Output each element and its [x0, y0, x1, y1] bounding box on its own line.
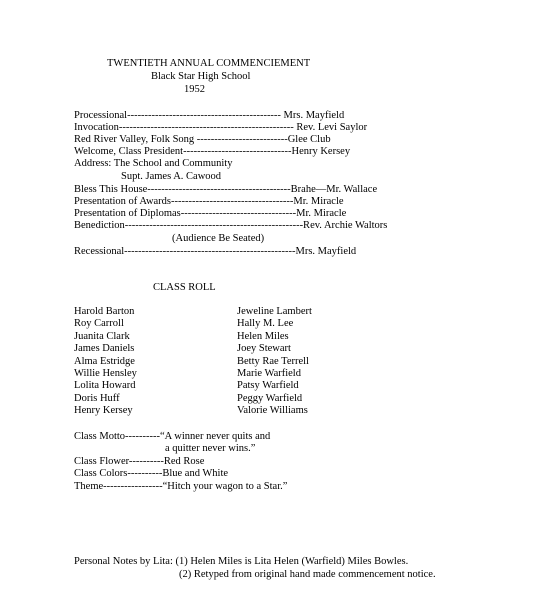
program-benediction: Benediction---------------------------------------------------Rev. Archie Waltors — [74, 220, 388, 231]
list-item: James Daniels — [74, 343, 135, 355]
list-item: Valorie Williams — [237, 405, 308, 417]
list-item: Doris Huff — [74, 392, 120, 404]
class-colors: Class Colors----------Blue and White — [74, 468, 229, 479]
list-item: Peggy Warfield — [237, 392, 303, 404]
class-roll-left-column — [74, 306, 137, 418]
page-title: TWENTIETH ANNUAL COMMENCIEMENT — [107, 58, 311, 69]
list-item: Marie Warfield — [237, 367, 301, 379]
class-motto-continued: a quitter never wins.” — [165, 443, 256, 454]
program-welcome: Welcome, Class President-------------------------------Henry Kersey — [74, 146, 351, 157]
personal-note-2: (2) Retyped from original hand made commencement notice. — [179, 569, 436, 580]
list-item: Lolita Howard — [74, 380, 136, 392]
list-item: Betty Rae Terrell — [237, 355, 309, 367]
class-motto: Class Motto----------“A winner never quits and — [74, 431, 271, 442]
personal-note-1: Personal Notes by Lita: (1) Helen Miles is Lita Helen (Warfield) Miles Bowles. — [74, 556, 409, 567]
program-invocation: Invocation-------------------------------------------------- Rev. Levi Saylor — [74, 122, 368, 133]
list-item: Joey Stewart — [237, 343, 291, 355]
class-flower: Class Flower----------Red Rose — [74, 456, 205, 467]
program-bless-this-house: Bless This House-----------------------------------------Brahe—Mr. Wallace — [74, 184, 378, 195]
year: 1952 — [184, 84, 205, 95]
list-item: Hally M. Lee — [237, 318, 294, 330]
program-recessional: Recessional-------------------------------------------------Mrs. Mayfield — [74, 246, 357, 257]
class-roll-heading: CLASS ROLL — [153, 282, 216, 293]
list-item: Willie Hensley — [74, 367, 137, 379]
list-item: Patsy Warfield — [237, 380, 299, 392]
program-processional: Processional-------------------------------------------- Mrs. Mayfield — [74, 110, 345, 121]
list-item: Harold Barton — [74, 306, 135, 317]
program-diplomas: Presentation of Diplomas---------------------------------Mr. Miracle — [74, 208, 347, 219]
class-theme: Theme-----------------“Hitch your wagon to a Star.” — [74, 481, 288, 492]
class-roll-right-column — [237, 306, 312, 418]
school-name: Black Star High School — [151, 71, 251, 82]
program-awards: Presentation of Awards-----------------------------------Mr. Miracle — [74, 196, 344, 207]
list-item: Jeweline Lambert — [237, 306, 312, 317]
list-item: Roy Carroll — [74, 318, 124, 330]
program-audience-note: (Audience Be Seated) — [172, 233, 265, 244]
program-folk-song: Red River Valley, Folk Song --------------------------Glee Club — [74, 134, 331, 145]
program-address: Address: The School and Community — [74, 158, 233, 169]
list-item: Juanita Clark — [74, 330, 130, 342]
list-item: Alma Estridge — [74, 355, 135, 367]
list-item: Helen Miles — [237, 330, 289, 342]
list-item: Henry Kersey — [74, 405, 133, 417]
program-address-speaker: Supt. James A. Cawood — [121, 171, 222, 182]
